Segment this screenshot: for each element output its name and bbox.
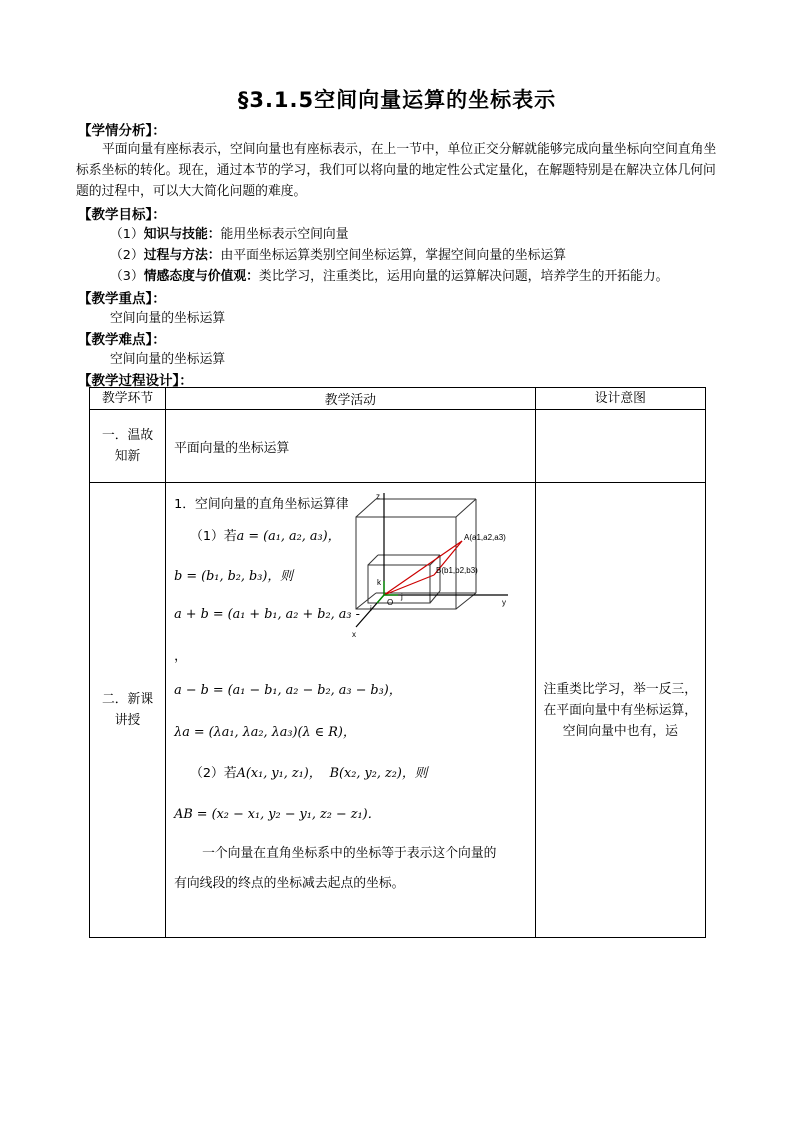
row2-stage-line1: 二．新课 bbox=[101, 692, 154, 707]
rule-1-line bbox=[190, 525, 340, 544]
difficulty-text: 空间向量的坐标运算 bbox=[110, 352, 226, 367]
row2-stage-line2: 讲授 bbox=[114, 713, 141, 728]
header-stage: 教学环节 bbox=[90, 388, 166, 410]
analysis-text: 平面向量有座标表示，空间向量也有座标表示，在上一节中，单位正交分解就能够完成向量坐标向空间直角坐标系坐标的转化。现在，通过本节的学习，我们可以将向量的地定性公式定量化，在解题特别是在解决立体几何问题的过程中，可以大大简化问题的难度。 bbox=[76, 142, 717, 199]
key-heading: 【教学重点】： bbox=[78, 291, 166, 307]
intent-line2: 在平面向量中有坐标运算， bbox=[543, 702, 698, 718]
note-line2: 有向线段的终点的坐标减去起点的坐标。 bbox=[174, 876, 405, 891]
header-intent: 设计意图 bbox=[535, 388, 705, 410]
row1-activity: 平面向量的坐标运算 bbox=[166, 410, 536, 483]
unit-i bbox=[377, 595, 384, 603]
label-x: x bbox=[352, 630, 357, 639]
rule-2-prefix: （2）若 bbox=[190, 766, 237, 781]
goal-2-label: 过程与方法： bbox=[143, 248, 221, 263]
goal-2-text: 由平面坐标运算类别空间坐标运算，掌握空间向量的坐标运算 bbox=[220, 248, 567, 263]
goal-3-num: （3） bbox=[110, 269, 144, 284]
page-title: §3.1.5空间向量运算的坐标表示 bbox=[237, 88, 557, 112]
row1-stage-line2: 知新 bbox=[114, 449, 141, 464]
label-y: y bbox=[502, 598, 507, 607]
equation-AB: AB = (x₂ − x₁, y₂ − y₁, z₂ − z₁)． bbox=[174, 807, 381, 822]
table-header-row bbox=[90, 388, 706, 410]
equation-b: b = (b₁, b₂, b₃)，则 bbox=[174, 569, 293, 584]
goals-heading: 【教学目标】： bbox=[78, 207, 166, 223]
label-k: k bbox=[377, 578, 382, 587]
goal-3 bbox=[110, 265, 668, 284]
label-point-a: A(a1,a2,a3) bbox=[464, 533, 506, 542]
row2-stage bbox=[90, 483, 166, 938]
table-row bbox=[90, 483, 706, 938]
equation-point-b: B(x₂, y₂, z₂)，则 bbox=[329, 766, 428, 781]
equation-diff: a − b = (a₁ − b₁, a₂ − b₂, a₃ − b₃)， bbox=[174, 683, 402, 698]
note-line1: 一个向量在直角坐标系中的坐标等于表示这个向量的 bbox=[202, 846, 497, 861]
label-point-b: B(b1,b2,b3) bbox=[436, 566, 478, 575]
goal-3-label: 情感态度与价值观： bbox=[143, 269, 259, 284]
difficulty-heading: 【教学难点】： bbox=[78, 332, 166, 348]
goal-1-text: 能用坐标表示空间向量 bbox=[220, 227, 349, 242]
rule-1-prefix: （1）若 bbox=[190, 529, 237, 544]
activity-content bbox=[166, 483, 535, 937]
goal-1-label: 知识与技能： bbox=[143, 227, 221, 242]
row2-activity bbox=[166, 483, 536, 938]
label-z: z bbox=[376, 492, 381, 501]
header-activity: 教学活动 bbox=[166, 388, 536, 410]
goal-2 bbox=[110, 244, 566, 263]
label-i: i bbox=[370, 604, 372, 613]
activity-heading: 1．空间向量的直角坐标运算律 bbox=[174, 497, 349, 512]
label-j: j bbox=[401, 592, 403, 601]
equation-sum: a + b = (a₁ + b₁, a₂ + b₂, a₃ - bbox=[174, 607, 360, 622]
row1-stage-line1: 一．温故 bbox=[101, 428, 154, 443]
comma-line: ， bbox=[174, 649, 187, 664]
table-row bbox=[90, 410, 706, 483]
goal-1-num: （1） bbox=[110, 227, 144, 242]
row1-intent bbox=[535, 410, 705, 483]
goal-3-text: 类比学习，注重类比，运用向量的运算解决问题，培养学生的开拓能力。 bbox=[258, 269, 669, 284]
key-text: 空间向量的坐标运算 bbox=[110, 311, 226, 326]
goal-2-num: （2） bbox=[110, 248, 144, 263]
equation-point-a: A(x₁, y₁, z₁)， bbox=[236, 766, 322, 781]
equation-a: a = (a₁, a₂, a₃)， bbox=[236, 529, 341, 544]
rule-2-line bbox=[190, 762, 427, 781]
intent-line3: 空间向量中也有，运 bbox=[562, 723, 678, 739]
equation-scalar: λa = (λa₁, λa₂, λa₃)(λ ∈ R)， bbox=[174, 725, 356, 740]
analysis-heading: 【学情分析】： bbox=[78, 123, 166, 139]
row1-stage bbox=[90, 410, 166, 483]
label-o: O bbox=[387, 598, 394, 607]
goal-1 bbox=[110, 223, 349, 242]
intent-line1: 注重类比学习，举一反三， bbox=[543, 681, 698, 697]
row2-intent bbox=[535, 483, 705, 938]
coordinate-diagram bbox=[352, 491, 522, 641]
teaching-process-table bbox=[89, 387, 706, 938]
design-heading: 【教学过程设计】： bbox=[78, 373, 193, 389]
